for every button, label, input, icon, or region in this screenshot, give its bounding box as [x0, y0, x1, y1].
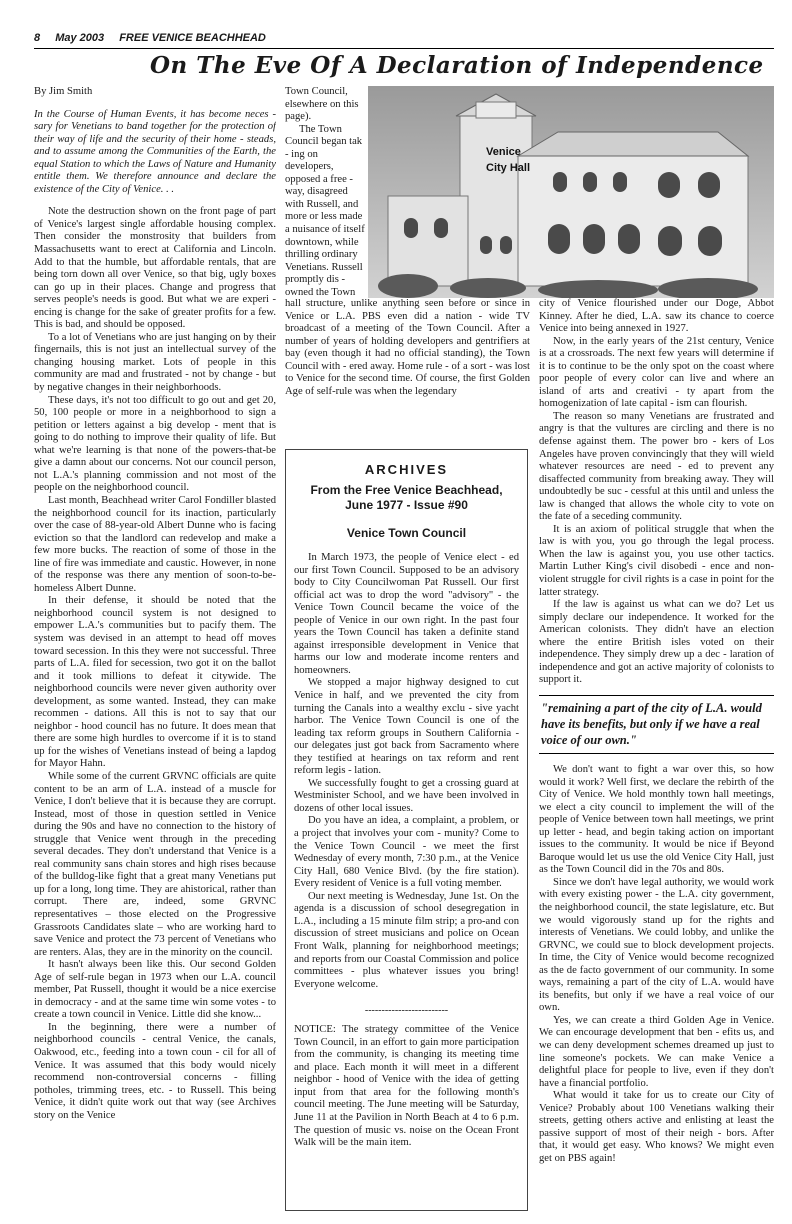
- column-2-top-body: [285, 86, 365, 296]
- paragraph: Town Council, elsewhere on this page).: [285, 86, 359, 123]
- paragraph: city of Venice flourished under our Doge, Abbot Kinney. After he died, L.A. saw its chance to coerce Venice into being annexed in 1927.: [539, 298, 774, 335]
- archives-source-line-1: From the Free Venice Beachhead,: [310, 483, 503, 497]
- paragraph: The reason so many Venetians are frustrated and angry is that the vultures are circling and there is no defense against them. The power bro - kers of Los Angeles have proven convincingly that they will wield whatever resources are need - ed to prevent any disaffected community from breaking away. They will undoubtedly be suc - cessful at this until and unless the law is changed that allows the whole city to vote on the fate of a seceding community.: [539, 410, 774, 523]
- archives-subtitle: Venice Town Council: [346, 526, 467, 540]
- paragraph: Yes, we can create a third Golden Age in Venice. We can encourage development that ben - efits us, and we can deny development schemes dreamed up just to line someone's pockets. We can make Venice a delightful place for people to live, even if they don't have a financial portfolio.: [539, 1014, 774, 1089]
- paragraph: We don't want to fight a war over this, so how would it work? Well first, we declare the rebirth of the City of Venice. We hold monthly town hall meetings, we elect a city council to implement the will of the people of Venice between town hall meetings, we print up letter - head, and begin taking action on important issues to the community. It would be nice if Beyond Baroque would let us use the old Venice City Hall, just as the Town Council did in the 70s and 80s.: [539, 763, 774, 876]
- issue-date: May 2003: [55, 32, 105, 44]
- column-2-middle-paragraph: hall structure, unlike anything seen before or since in Venice or L.A. PBS even did a nation - wide TV broadcast of a meeting of the Town Council. After a number of years of holding developers and gentrifiers at bay (even though it had no official standing), the Town Council with - ered away. Home rule - of a sort - was lost to Venice for the second time. Of course, the first Golden Age of self-rule was when the legendary: [285, 298, 530, 397]
- archives-source: [294, 483, 519, 513]
- paragraph: While some of the current GRVNC officials are quite content to be an arm of L.A. instead of a muscle for Venice, I don't believe that it is because they are corrupt. Instead, most of those in question settled in Venice during the 90s and have no connection to the history of struggle that Venice went through in the preceding several decades. They don't understand that Venice is a real community sans chain stores and high rises because of the bulldog-like fight that a great many Venetians put up for a long, long time. They are ahistorical, rather than corrupt. There are, indeed, some GRVNC representatives – those elected on the Progressive Grassroots Candidates slate – who are working hard to save Venice and protect the 73 percent of Venetians who are renters. Alas, they are in the minority on the council.: [34, 770, 276, 958]
- archives-notice: [294, 1024, 519, 1149]
- paragraph: In their defense, it should be noted that the neighborhood council system is not designed to empower L.A.'s communities but to pacify them. The system was devised in an attempt to head off moves toward secession. In this they were not successful. Three parts of L.A. filed for secession, two got it on the ballot and it took millions to defeat it citywide. The neighborhood councils were never given authority over development, as some wanted. Instead, they can make recommen - dations. All this is not to say that our neighbor - hood council has no future. It does mean that there are some high hurdles to overcome if it is to stand up for the wishes of Venetians instead of being a lapdog for Mayor Hahn.: [34, 595, 276, 770]
- paragraph: Now, in the early years of the 21st century, Venice is at a crossroads. The next few years will determine if it is to continue to be the only spot on the coast where poor people of every color can live and where an island of arts and creativi - ty apart from the homogenization of late capital - ism can flourish.: [539, 335, 774, 410]
- preamble: In the Course of Human Events, it has become neces - sary for Venetians to band together for the protection of their way of life and the security of their home - steads, and to assume among the Communities of the Earth, the equal Station to which the Laws of Nature and Humanity entitle them. We therefore announce and declare the existence of the City of Venice. . .: [34, 108, 276, 195]
- paragraph: Do you have an idea, a complaint, a problem, or a project that involves your com - munity? Come to the Venice Town Council - we meet the first Wednesday of every month, 7:30 p.m., at the Venice City Hall, 680 Venice Blvd. (by the fire station). Every resident of Venice is a full voting member.: [294, 815, 519, 890]
- byline: By Jim Smith: [34, 86, 93, 97]
- column-2-middle: [285, 298, 530, 440]
- article-headline: On The Eve Of A Declaration of Independence: [150, 52, 764, 79]
- archives-separator: -------------------------: [364, 1005, 449, 1017]
- archives-source-line-2: June 1977 - Issue #90: [345, 498, 468, 512]
- photo-caption-line-1: Venice: [486, 146, 521, 158]
- column-3-bottom-body: [539, 764, 774, 1166]
- archives-notice-paragraph: NOTICE: The strategy committee of the Venice Town Council, in an effort to gain more participation from the community, is changing its meeting time and place. Each month it will meet in a different neighbor - hood of Venice with the idea of getting input from that area for the following month's council meeting. The June meeting will be Saturday, June 11 at the Pavilion in North Beach at 4 to 6 p.m. The question of music vs. noise on the Ocean Front Walk will be the main item.: [294, 1024, 519, 1149]
- paragraph: Since we don't have legal authority, we would work with every existing power - the L.A. city government, the neighborhood council, the state legislature, etc. But we would vigorously stand up for the rights and interests of Venetians. We could lobby, and unlike the GRVNC, we could sue to block development projects. In time, the City of Venice would become recognized as the de facto government of our community. In some ways, remaining a part of the city of L.A. would have its benefits, but only if we have a real voice of our own.: [539, 876, 774, 1014]
- paragraph: In March 1973, the people of Venice elect - ed our first Town Council. Supposed to be an advisory body to City Councilwoman Pat Russell. Our first official act was to drop the word "advisory" - the Venice Town Council became the voice of the people of Venice in our own right. In the past four years the Town Council has taken a definite stand against irresponsible development in Venice that harms our low and moderate income renters and homeowners.: [294, 552, 519, 676]
- paragraph: It hasn't always been like this. Our second Golden Age of self-rule began in 1973 when our L.A. council member, Pat Russell, thought it would be a nice exercise in democracy - and at the same time win some votes - to create a town council in Venice. Little did she know...: [34, 959, 276, 1021]
- column-1: [34, 86, 276, 1208]
- paragraph: It is an axiom of political struggle that when the law is with you, you go through the legal process. When the law is against you, you use other tactics. Martin Luther King's civil disobedi - ence and non-violent struggle for civil rights is a case in point for the latter strategy.: [539, 523, 774, 598]
- paragraph: The Town Council began tak - ing on developers, opposed a free - way, disagreed with Russell, and more or less made a nuisance of itself downtown, while thrilling ordinary Venetians. Russell promptly dis - owned the Town: [285, 123, 365, 296]
- archives-body: [294, 552, 519, 991]
- venice-city-hall-photo: [368, 86, 774, 298]
- photo-caption: [486, 144, 530, 176]
- paragraph: Note the destruction shown on the front page of part of Venice's largest single affordable housing complex. Then consider the monstrosity that builders from Massachusetts want to erect at California and Lincoln. Add to that the humble, but affordable rentals, that are being torn down all over Venice, so that big, ugly boxes can go up in their places. Change and progress that serves people's needs is good. But what we are experi - encing is change for the sake of greater profits for a few. This is bad, and should be opposed.: [34, 206, 276, 331]
- paragraph: What would it take for us to create our City of Venice? Probably about 100 Venetians walking their streets, getting others active and enlisting at least the passive support of most of their neigh - bors. After that, it would get easy. Who knows? We might even get on PBS again!: [539, 1090, 774, 1164]
- column-3: [539, 298, 774, 1210]
- paragraph: In the beginning, there were a number of neighborhood councils - central Venice, the canals, Oakwood, etc., feeding into a town coun - cil for all of Venice. It was assumed that this body would nicely recommend non-controversial concerns - filling potholes, trimming trees, etc. - to Russell. This being Venice, it didn't quite work out that way (see Archives story on the Venice: [34, 1021, 276, 1121]
- column-2-top: [285, 86, 365, 296]
- page-number: 8: [34, 32, 41, 44]
- running-head: [34, 32, 774, 49]
- paragraph: These days, it's not too difficult to go out and get 20, 50, 100 people or more in a neighborhood to sign a petition or letters against a big develop - ment that is going to do nothing to improve their quality of life. But what we're learning is that none of the powers-that-be give a damn about our concerns. Not our council person, not L.A.'s planning commission and not most of the people on the neighborhood council.: [34, 394, 276, 494]
- photo-caption-line-2: City Hall: [486, 162, 531, 174]
- publication-name: FREE VENICE BEACHHEAD: [119, 32, 266, 44]
- paragraph: To a lot of Venetians who are just hanging on by their fingernails, this is not just an intellectual survey of the changing housing market. Lots of people in this community are mad and frustrated - not by change - but by negative changes in their neighborhoods.: [34, 331, 276, 394]
- pull-quote: "remaining a part of the city of L.A. would have its benefits, but only if we have a real voice of our own.": [539, 695, 774, 754]
- column-1-body: [34, 206, 276, 1122]
- city-hall-illustration: [368, 86, 774, 298]
- archives-sidebar: [285, 449, 528, 1211]
- archives-title: ARCHIVES: [364, 462, 449, 477]
- paragraph: If the law is against us what can we do? Let us simply declare our independence. It worked for the American colonists. They didn't have an election where the entire British isles voted on their independence. They simply drew up a dec - laration of independence and got an active majority of colonists to support it.: [539, 599, 774, 686]
- column-3-top-body: [539, 298, 774, 687]
- paragraph: We stopped a major highway designed to cut Venice in half, and we prevented the city from turning the Canals into a wealthy exclu - sive yacht harbor. The Venice Town Council is one of the leading tax reform groups in Southern California - our delegates just got back from Sacramento where they testified at hearings on tax reform and rent reform legis - lation.: [294, 677, 519, 777]
- paragraph: Our next meeting is Wednesday, June 1st. On the agenda is a discussion of school desegregation in L.A., including a 15 minute film strip; a pro-and con discussion of street musicians and police on Ocean Front Walk, planning for neighborhood meetings; and reports from our Coastal Commission and police committees - plus whatever issues you bring! Everyone welcome.: [294, 890, 519, 990]
- paragraph: We successfully fought to get a crossing guard at Westminister School, and we have been involved in dozens of other local issues.: [294, 777, 519, 814]
- paragraph: Last month, Beachhead writer Carol Fondiller blasted the neighborhood council for its inaction, particularly over the case of 88-year-old Albert Dunne who is facing eviction so that the landlord can redevelop and make a few more bucks. The reaction of some of those in the line of fire was immediate and caustic. However, in none of the response was there any mention of soon-to-be-homeless Albert Dunne.: [34, 494, 276, 594]
